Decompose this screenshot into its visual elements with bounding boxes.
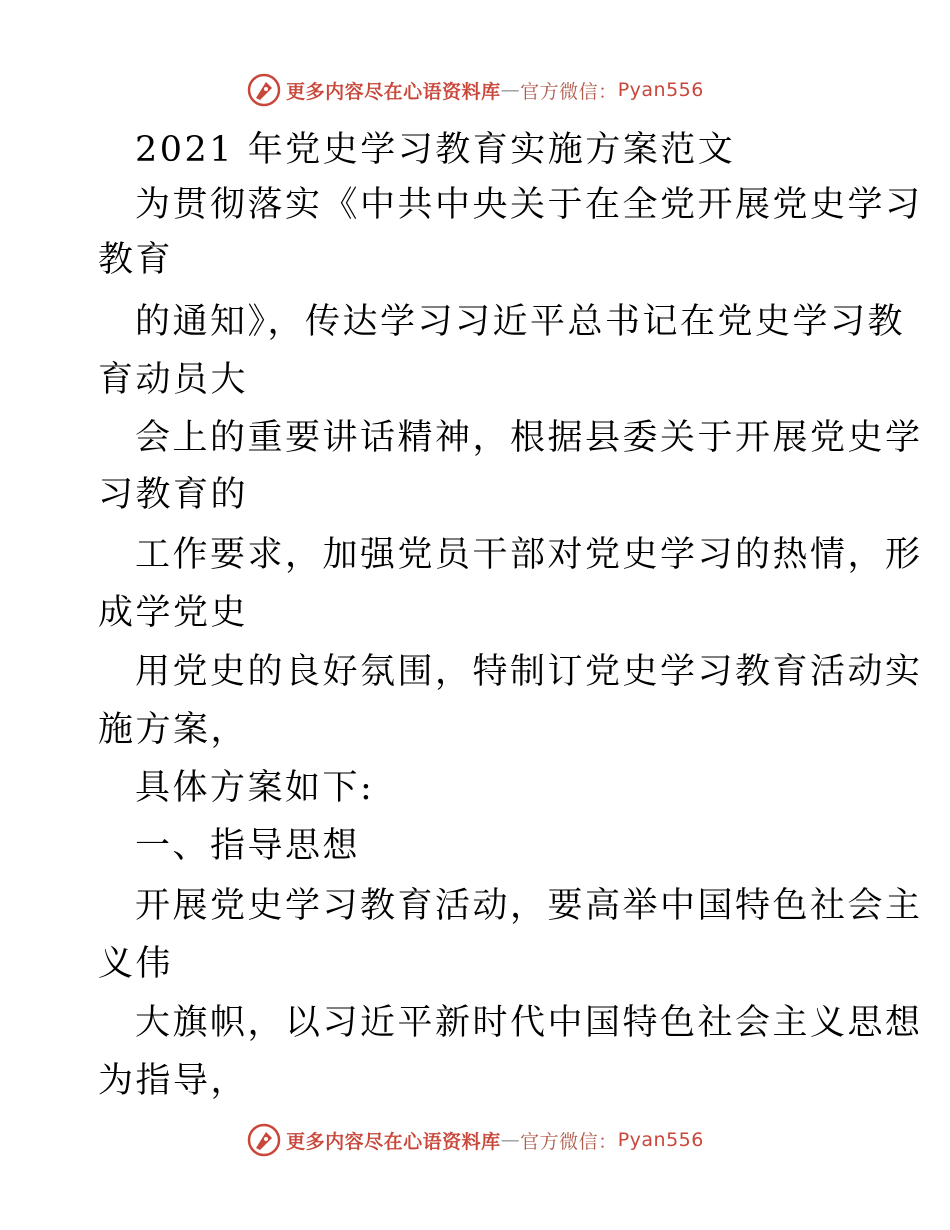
paragraph-line: 施方案， [98, 710, 249, 750]
watermark-separator: — [500, 79, 521, 101]
section-heading: 一、指导思想 [135, 826, 361, 866]
watermark-account: Pyan556 [617, 79, 704, 101]
paragraph-line: 习教育的 [98, 475, 249, 515]
paragraph-line: 成学党史 [98, 593, 249, 633]
paragraph-line: 教育 [98, 240, 174, 280]
paragraph-line: 开展党史学习教育活动，要高举中国特色社会主 [135, 886, 923, 926]
watermark-wechat-label: 官方微信： [520, 1130, 618, 1153]
watermark-separator: — [500, 1129, 521, 1151]
paragraph-line: 的通知》，传达学习习近平总书记在党史学习教 [135, 302, 906, 342]
paragraph-line: 用党史的良好氛围，特制订党史学习教育活动实 [135, 652, 923, 692]
paragraph-line: 为指导， [98, 1061, 249, 1101]
watermark-site: 更多内容尽在心语资料库 [286, 1130, 501, 1153]
paragraph-line: 为贯彻落实《中共中央关于在全党开展党史学习 [135, 185, 923, 225]
pen-nib-icon [246, 72, 282, 108]
watermark-site: 更多内容尽在心语资料库 [286, 80, 501, 103]
paragraph-line: 义伟 [98, 944, 174, 984]
bottom-watermark-banner [0, 1120, 950, 1160]
paragraph-line: 会上的重要讲话精神，根据县委关于开展党史学 [135, 418, 923, 458]
watermark-account: Pyan556 [617, 1129, 704, 1151]
paragraph-line: 大旗帜，以习近平新时代中国特色社会主义思想 [135, 1003, 923, 1043]
top-watermark-banner [0, 70, 950, 110]
paragraph-line: 育动员大 [98, 360, 249, 400]
paragraph-line: 具体方案如下: [135, 768, 375, 808]
paragraph-line: 工作要求，加强党员干部对党史学习的热情，形 [135, 535, 923, 575]
document-title: 2021 年党史学习教育实施方案范文 [135, 130, 736, 170]
pen-nib-icon [246, 1122, 282, 1158]
watermark-wechat-label: 官方微信： [520, 80, 618, 103]
